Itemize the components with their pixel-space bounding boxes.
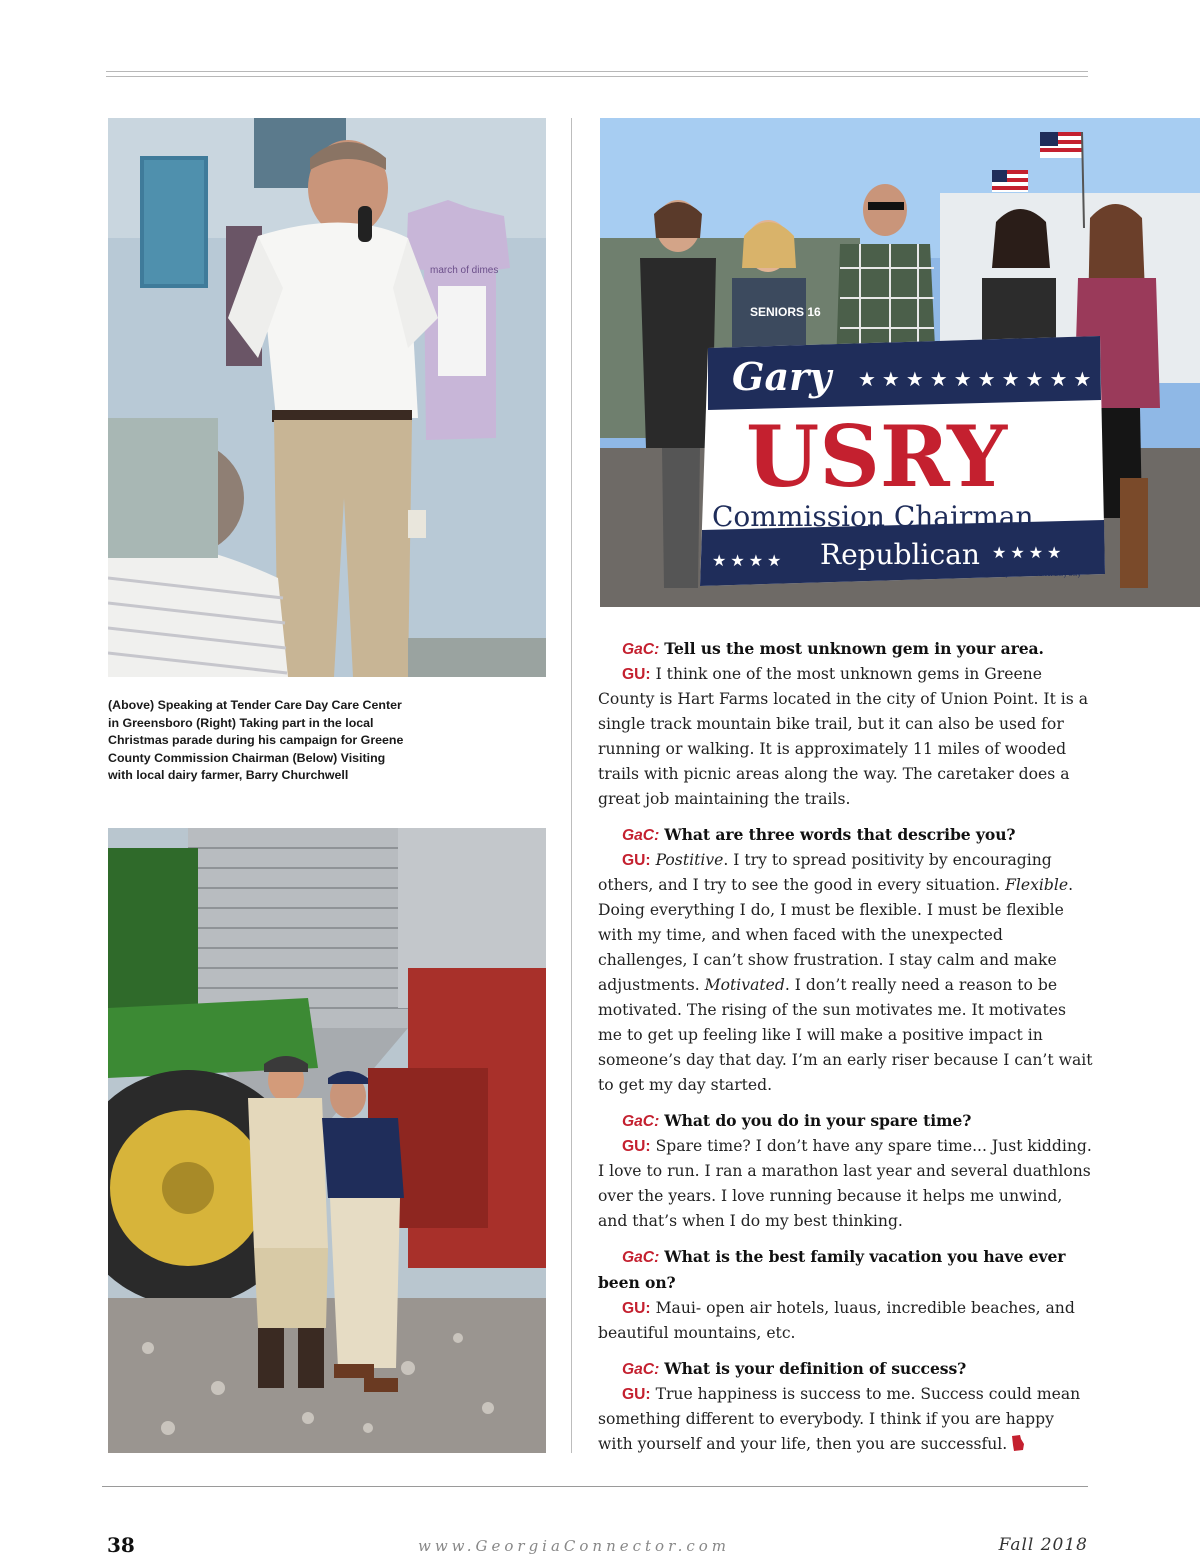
footer-url: www.GeorgiaConnector.com — [418, 1537, 731, 1555]
gac-label: GaC: — [622, 1113, 660, 1130]
question — [598, 822, 1093, 848]
answer-text: True happiness is success to me. Success could mean something different to everybody. I think if you are happy with yourself and your life, then you are successful. — [598, 1385, 1081, 1453]
banner-stars-left: ★★★★ — [712, 551, 786, 570]
qa-block-1 — [598, 636, 1093, 812]
gu-label: GU: — [622, 666, 651, 683]
svg-text:march of dimes: march of dimes — [430, 265, 499, 276]
answer-text: I think one of the most unknown gems in Greene County is Hart Farms located in the city of Union Point. It is a single track mountain bike trail, but it can also be used for running or walking. It is approximately 11 miles of wooded trails with picnic areas along the way. The caretaker does a great job maintaining the trails. — [598, 665, 1089, 808]
interview-article — [598, 636, 1093, 1467]
question-text: What are three words that describe you? — [664, 825, 1016, 844]
gac-label: GaC: — [622, 641, 660, 658]
answer-italic-word: Postitive — [655, 851, 724, 869]
gac-label: GaC: — [622, 827, 660, 844]
banner-first-name: Gary — [732, 354, 832, 399]
banner-disclaimer: Paid for by Friends to Elect Gary Usry — [980, 572, 1081, 578]
question-text: What is your definition of success? — [664, 1359, 967, 1378]
answer-text: Maui- open air hotels, luaus, incredible beaches, and beautiful mountains, etc. — [598, 1299, 1075, 1342]
photo-caption: (Above) Speaking at Tender Care Day Care Center in Greensboro (Right) Taking part in the local Christmas parade during his campaign for Greene County Commission Chairman (Below) Visiting with local dairy farmer, Barry Churchwell — [108, 698, 404, 782]
answer-text: . I don’t really need a reason to be motivated. The rising of the sun motivates me. It motivates me to get up feeling like I will make a positive impact in someone’s day that day. I’m an early riser because I can’t wait to get my day started. — [598, 976, 1093, 1094]
question — [598, 1108, 1093, 1134]
question-text: What do you do in your spare time? — [664, 1111, 972, 1130]
banner-stars-right: ★★★★ — [992, 543, 1066, 562]
gu-label: GU: — [622, 1138, 651, 1155]
photo-dairy-farm — [108, 828, 546, 1453]
qa-block-2 — [598, 822, 1093, 1098]
answer — [598, 1134, 1093, 1234]
answer-text: . I try to spread positivity by encouraging others, and I try to see the good in every situation. — [598, 851, 1052, 894]
footer-rule — [102, 1486, 1088, 1487]
question — [598, 1244, 1093, 1296]
top-rule-2 — [106, 76, 1088, 77]
answer-text: Spare time? I don’t have any spare time... Just kidding. I love to run. I ran a marathon last year and several duathlons over the years. I love running because it helps me unwind, and that’s when I do my best thinking. — [598, 1137, 1092, 1230]
banner-office: Commission Chairman — [712, 500, 1034, 533]
campaign-banner — [700, 336, 1105, 586]
answer — [598, 848, 1093, 1098]
answer — [598, 662, 1093, 812]
qa-block-4 — [598, 1244, 1093, 1346]
gac-label: GaC: — [622, 1361, 660, 1378]
gu-label: GU: — [622, 1300, 651, 1317]
answer — [598, 1296, 1093, 1346]
column-divider — [571, 118, 572, 1453]
photo-speaking — [108, 118, 546, 677]
answer-text: . Doing everything I do, I must be flexible. I must be flexible with my time, and when faced with the unexpected challenges, I can’t show frustration. I stay calm and make adjustments. — [598, 876, 1074, 994]
question — [598, 1356, 1093, 1382]
gu-label: GU: — [622, 1386, 651, 1403]
banner-stars-top: ★★★★★★★★★★ — [858, 367, 1098, 391]
page-number: 38 — [107, 1533, 135, 1557]
question — [598, 636, 1093, 662]
answer-italic-word: Motivated — [704, 976, 785, 994]
banner-last-name: USRY — [746, 407, 1008, 506]
top-rule — [106, 71, 1088, 72]
banner-party: Republican — [820, 538, 980, 571]
qa-block-3 — [598, 1108, 1093, 1234]
gac-label: GaC: — [622, 1249, 660, 1266]
question-text: Tell us the most unknown gem in your area. — [664, 639, 1044, 658]
answer-italic-word: Flexible — [1005, 876, 1069, 894]
issue-date: Fall 2018 — [998, 1535, 1088, 1555]
question-text: What is the best family vacation you have ever been on? — [598, 1247, 1066, 1292]
qa-block-5 — [598, 1356, 1093, 1457]
shirt-text: SENIORS 16 — [750, 305, 821, 319]
gu-label: GU: — [622, 852, 651, 869]
answer — [598, 1382, 1093, 1457]
georgia-state-icon — [1011, 1435, 1025, 1451]
photo-parade — [600, 118, 1200, 607]
